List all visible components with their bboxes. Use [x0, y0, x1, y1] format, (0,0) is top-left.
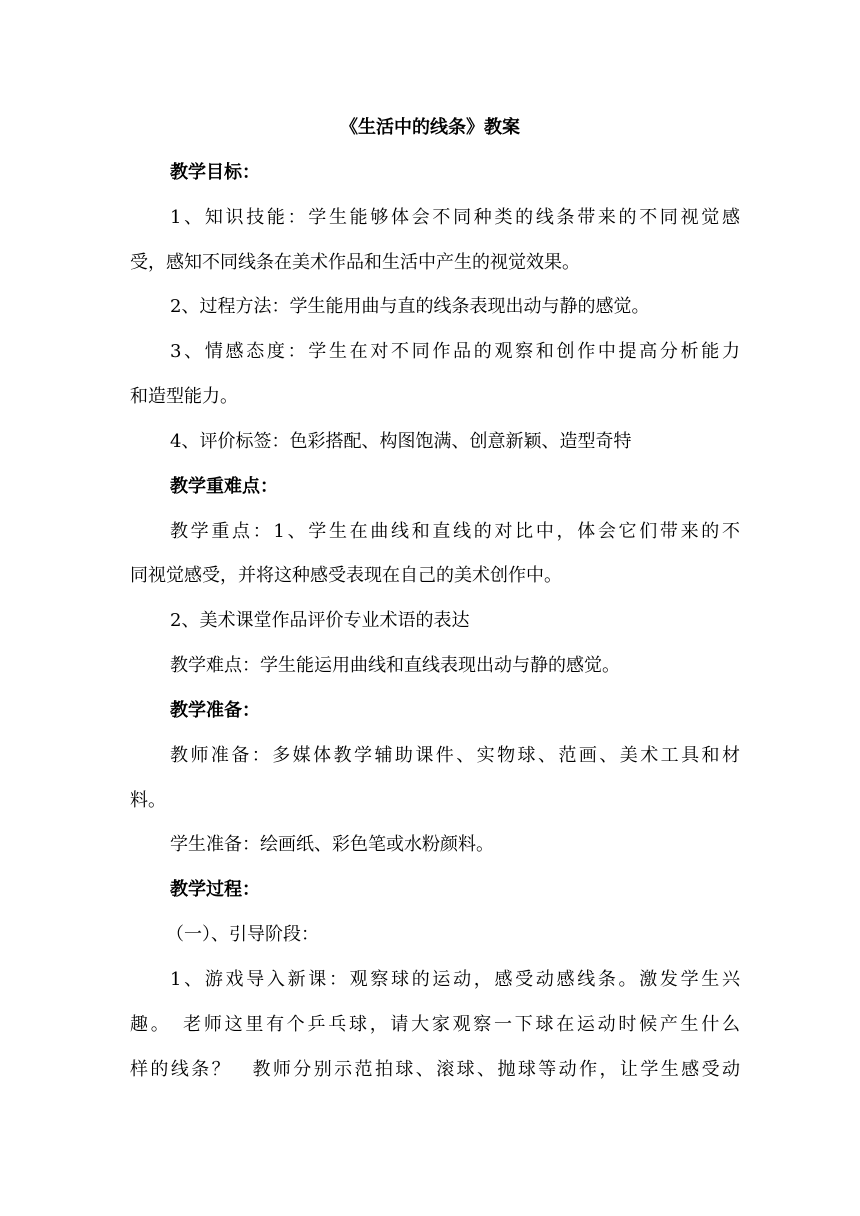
heading-teaching-preparation: 教学准备：: [170, 700, 260, 721]
heading-teaching-process: 教学过程：: [170, 879, 260, 900]
paragraph-line: 教师准备：多媒体教学辅助课件、实物球、范画、美术工具和材: [170, 745, 740, 766]
heading-teaching-goals: 教学目标：: [170, 162, 260, 183]
paragraph-line: 料。: [130, 790, 166, 811]
paragraph-line: 教学重点：1、学生在曲线和直线的对比中，体会它们带来的不: [170, 521, 740, 542]
paragraph-line: 受，感知不同线条在美术作品和生活中产生的视觉效果。: [130, 252, 580, 273]
paragraph-line: 趣。 老师这里有个乒乓球，请大家观察一下球在运动时候产生什么: [130, 1014, 740, 1035]
paragraph-line: 和造型能力。: [130, 386, 238, 407]
document-title: 《生活中的线条》教案: [340, 117, 520, 138]
paragraph-line: 同视觉感受，并将这种感受表现在自己的美术创作中。: [130, 565, 562, 586]
paragraph-line: 2、过程方法：学生能用曲与直的线条表现出动与静的感觉。: [170, 296, 650, 317]
paragraph-line: 样的线条？ 教师分别示范拍球、滚球、抛球等动作，让学生感受动: [130, 1059, 740, 1080]
paragraph-line: 3、情感态度：学生在对不同作品的观察和创作中提高分析能力: [170, 341, 740, 362]
paragraph-line: 2、美术课堂作品评价专业术语的表达: [170, 610, 470, 631]
paragraph-line: 1、游戏导入新课：观察球的运动，感受动感线条。激发学生兴: [170, 969, 740, 990]
paragraph-line: 学生准备：绘画纸、彩色笔或水粉颜料。: [170, 834, 494, 855]
paragraph-line: 教学难点：学生能运用曲线和直线表现出动与静的感觉。: [170, 655, 620, 676]
paragraph-line: 4、评价标签：色彩搭配、构图饱满、创意新颖、造型奇特: [170, 431, 632, 452]
paragraph-line: 1、知识技能：学生能够体会不同种类的线条带来的不同视觉感: [170, 207, 740, 228]
heading-key-difficult-points: 教学重难点：: [170, 476, 278, 497]
subheading-guide-stage: （一）、引导阶段：: [166, 924, 319, 945]
